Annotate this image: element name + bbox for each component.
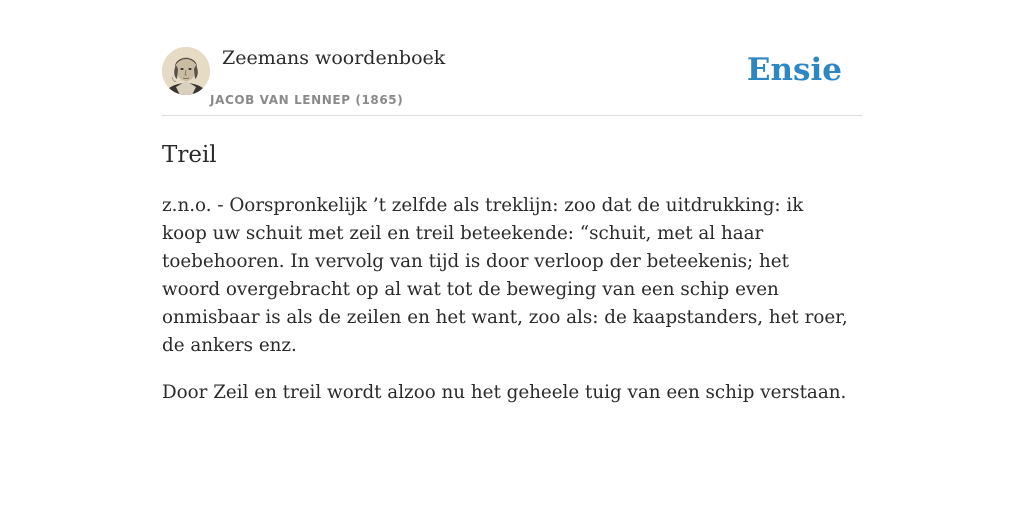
book-title-link[interactable]: Zeemans woordenboek (222, 47, 446, 69)
ensie-logo[interactable]: Ensie (746, 52, 842, 88)
entry-header (162, 46, 862, 116)
portrait-icon (162, 47, 210, 95)
author-avatar[interactable] (162, 47, 210, 95)
entry-card (162, 46, 862, 407)
entry-definition-paragraph: Door Zeil en treil wordt alzoo nu het geheele tuig van een schip verstaan. (162, 382, 847, 403)
author-name[interactable]: JACOB VAN LENNEP (1865) (210, 93, 404, 107)
entry-title: Treil (162, 142, 217, 168)
entry-definition-paragraph: z.n.o. - Oorspronkelijk ’t zelfde als treklijn: zoo dat de uitdrukking: ik koop uw schuit met zeil en treil beteekende: “schuit, met al haar toebehooren. In vervolg van tijd is door verloop der beteekenis; het woord overgebracht op al wat tot de beweging van een schip even onmisbaar is als de zeilen en het want, zoo als: de kaapstanders, het roer, de ankers enz. (162, 195, 848, 356)
